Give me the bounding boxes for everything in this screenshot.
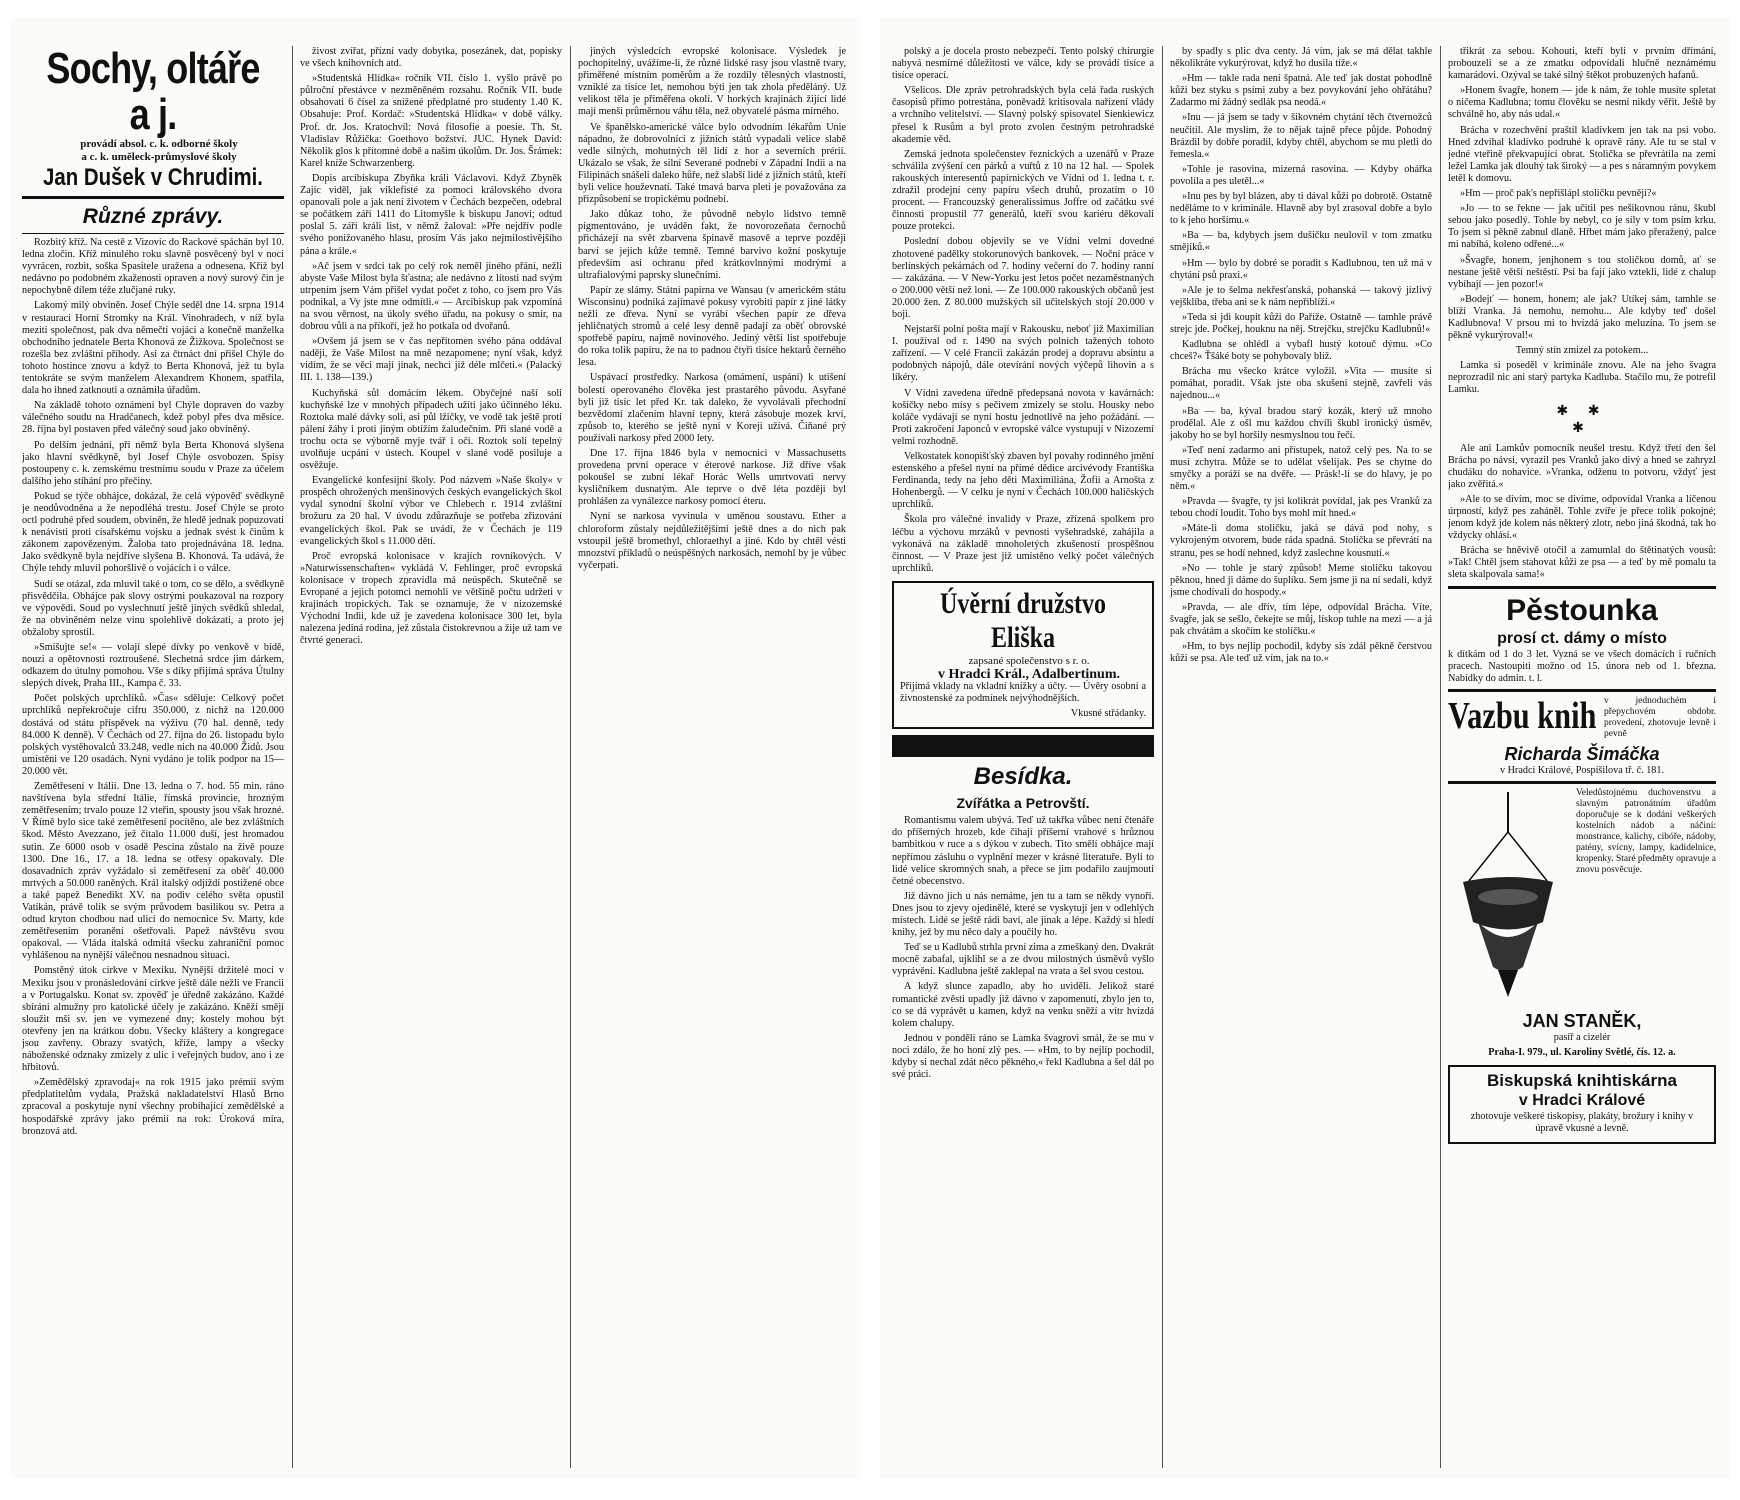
- article-paragraph: Zemská jednota společenstev řeznických a uzenářů v Praze schválila zvýšení cen párků a vuřtů z 10 na 12 hal. — Spolek rakouských interesentů papírnických ve Vídni od 1. ledna t. r. zdražil prodejní ceny papíru všech druhů, prozatím o 10 procent. — Francouzský generalissimus Joffre od začátku své činnosti propustil 77 generálů, kteří svou kariéru děkovali pouze protekci.: [892, 148, 1154, 233]
- section-title-ruzne-zpravy: Různé zprávy.: [82, 205, 224, 228]
- story-paragraph: »Teda si jdi koupit kůži do Paříže. Ostatně — tamhle právě strejc jde. Počkej, houknu na něj. Strejčku, strejčku Kadlubnů!«: [1170, 311, 1432, 335]
- story-paragraph: »Inu — já jsem se tady v šikovném chytání těch čtvernožců neučitil. Ale myslím, že to nějak tajně přece půjde. Pohodný Brázdil by dobře poradil, kdyby chtěl, abychom se mu pletli do řemesla.«: [1170, 112, 1432, 160]
- ad-place-stanek: Praha-I. 979., ul. Karoliny Světlé, čís. 12. a.: [1488, 1047, 1676, 1059]
- story-paragraph: »Inu pes by byl blázen, aby ti dával kůži po dobrotě. Ostatně neděláme to v kriminále. Hlavně aby byl zrasoval dobře a bylo to k jeho horšímu.«: [1170, 191, 1432, 227]
- left-column-2: [300, 46, 562, 1468]
- divider: [1448, 781, 1716, 784]
- article-paragraph: Proč evropská kolonisace v krajích rovníkových. V »Naturwissenschaften« vykládá V. Fehlinger, proč evropská kolonisace v tropech zpravidla má neúspěch. Skutečně se Evropané a jejich potomci nemohli ve většině počtu udržeti v krajinách tropických. Tak se oznamuje, že v nizozemské Východní Indii, kde už je zavedena kolonisace 300 let, byla nalezena jediná rodina, jež zůstala čistokrevnou a žije už tam ve čtvrté generaci.: [300, 550, 562, 647]
- story-paragraph: Teď se u Kadlubů strhla první zima a zmeškaný den. Dvakrát mocně zabafal, ujklihl se a ze dvou milostných úsměvů vyšlo vyprávění. Kadlubna ještě zaklepal na vrata a šel svou cestou.: [892, 942, 1154, 978]
- story-paragraph: »Švagře, honem, jenjhonem s tou stoličkou domů, ať se nestane ještě větší neštěstí. Psi ba fají jako vztekli, lidé z chalup vybíhají — jen pozor!«: [1448, 254, 1716, 290]
- story-paragraph: »Hm — proč pak's nepřišlápl stoličku pevněji?«: [1460, 188, 1657, 200]
- story-paragraph: »Ale je to šelma nekřesťanská, pohanská — takový jízlivý vejšklíba, třeba ani se k nám nepřiblíží.«: [1170, 284, 1432, 308]
- ad-sub-stanek: pasíř a cizelér: [1553, 1031, 1611, 1043]
- story-paragraph: Ale ani Lamkův pomocník neušel trestu. Když třetí den šel Brácha po návsi, vyrazil pes Vranků jako divý a hned se zahryzl chudáku do nohavice. »Vranka, odženu to potvoru, vždyť jest jako zvěřitá.«: [1448, 442, 1716, 490]
- right-column-2: [1170, 46, 1432, 1468]
- story-paragraph: »Honem švagře, honem — jde k nám, že tohle musíte spletat o ničema Kadlubna; tomu člověku se nesmí nikdy věřit. Ještě by schválně ho, aby nás udal.«: [1448, 85, 1716, 121]
- article-paragraph: Počet polských uprchlíků. »Čas« sděluje: Celkový počet uprchlíků nepřekročuje cifru 350.000, z nichž na 120.000 dostává od státu příspěvek na výživu (70 hal. denně, tedy 84.000 K denně). V Čechách od 27. října do 26. listopadu bylo polských vystěhovalců 33.248, vedle nich na 40.000 Židů. Jsou umístěni ve 120 osadách. Nyní vydáno je tolik podpor na 15—20.000 vět.: [22, 693, 284, 777]
- ad-place-simacek: v Hradci Králové, Pospíšilova tř. č. 181.: [1499, 764, 1665, 776]
- story-paragraph: Již dávno jich u nás nemáme, jen tu a tam se někdy vynoří. Dnes jsou to zjevy ojedinělé, které se vyskytují jen v odlehlých místech. Lidé se ještě rádi baví, ale jinak a lépe. Každý si hledí knihy, jež by mu něco daly a poučily ho.: [892, 890, 1154, 939]
- ad-text-pestounka: k dítkám od 1 do 3 let. Vyzná se ve všech domácích i ručních pracech. Nastoupiti možno od 15. února neb od 1. března. Nabídky do admin. t. l.: [1448, 648, 1716, 684]
- ad-name-stanek: JAN STANĚK,: [1522, 1010, 1642, 1031]
- article-paragraph: Dne 17. října 1846 byla v nemocnici v Massachusetts provedena první operace v éterové narkose. Již dříve však pokoušel se zubní lékař Horác Wells umrtvovati nervy kysličníkem dusnatým. Ale teprve o dvě léta později byl prohlášen za vynálezce narkosy pomocí éteru.: [578, 448, 846, 508]
- article-paragraph: polský a je docela prosto nebezpečí. Tento polský chirurgie nabyvá nesmírné důležitosti ve válce, kdy se provádí tisíce a tisíce operací.: [892, 46, 1154, 82]
- divider: [1448, 586, 1716, 589]
- ad-sub-eliska: zapsané společenstvo s r. o.: [968, 654, 1090, 667]
- ad-line-1: provádí absol. c. k. odborné školy: [80, 138, 238, 150]
- article-paragraph: Pomstěný útok církve v Mexiku. Nynější držitelé moci v Mexiku jsou v pronásledování církve ještě dále nežli ve Francii a v Portugalsku. Konat sv. zpověď je úředně zakázáno. Každé sbírání almužny pro katolické účely je zakázáno. Kněží smějí sloužit mši sv. jen ve vymezené dny; kostely mohou být otevřeny jen na krátkou dobu. Všecky kláštery a kongregace jsou zavřeny. Obrazy svatých, kříže, lampy a všecky náboženské odznaky zmizely z ulic i veřejných budov, ano i ze hřbitovů.: [22, 965, 284, 1074]
- ad-title-knihtiskarna: Biskupská knihtiskárna: [1487, 1071, 1677, 1091]
- ad-name-simacek: Richarda Šimáčka: [1504, 743, 1660, 764]
- ad-sign-eliska: Vkusné střádanky.: [1070, 708, 1146, 720]
- story-paragraph: Temný stín zmizel za potokem...: [1515, 345, 1649, 357]
- article-paragraph: Všelicos. Dle zpráv petrohradských byla celá řada ruských časopisů přímo potrestána, poněvadž kritisovala nařízení vlády a vrchního velitelství. — Slavný polský spisovatel Sienkiewicz přesel k Rusům a byl proto zvolen čestným petrohradské akademie věd.: [892, 85, 1154, 145]
- newspaper-page-right: [880, 18, 1730, 1478]
- right-column-1: [892, 46, 1154, 1468]
- church-lamp-illustration: [1448, 792, 1568, 1002]
- story-title: Zvířátka a Petrovští.: [956, 795, 1090, 812]
- ad-name-eliska: Úvěrní družstvo Eliška: [940, 586, 1106, 654]
- story-paragraph: »Pravda, — ale dřív, tím lépe, odpovídal Brácha. Víte, švagře, jak se sešlo, čekejte se můj, lískop tuhle na mezi — a já pak chvátám a skočím ke stolíčku.«: [1170, 601, 1432, 638]
- article-paragraph: Pokud se týče obhájce, dokázal, že celá výpověď svědkyně je neodůvodněna a že nepodléhá trestu. Josef Chýle se proto octl podruhé před soudem, obviněn, že hledě jednak popuzovati k nenávisti proti císařskému vojsku a jednak svést k činům k zákonem zapovězeným. Žaloba tato projednávána 18. ledna. Jako svědkyně byla nejdříve slyšena B. Khonová. Ta udává, že Chýle tehdy mluvil pohoršlivě o vojácích i o válce.: [22, 490, 284, 575]
- left-column-3: [578, 46, 846, 1468]
- story-paragraph: Brácha v rozechvění praštil kladivkem jen tak na psí vobo. Hned zdvihal kladívko podruhé k opravě rány. Ale tu se stal v jedné vteřině překvapující obrat. Stolička se převrátila na zemi ležel Lamka jak dlouhý tak široký — a pes s náramným povykem letěl k domovu.: [1448, 124, 1716, 184]
- article-paragraph: »Ovšem já jsem se v čas nepřítomen svého pána oddával naději, že Vaše Milost na mně nezapomene; nyní však, když vidím, že se věci mají jinak, nechci již déle mlčeti.« (Palacký III. 1. 138—139.): [300, 336, 562, 384]
- story-paragraph: »Teď není zadarmo ani přístupek, natož celý pes. Na to se musí zchytra. Může se to udělat všelijak. Pes se chytne do smyčky a poráží se na dvěře. — Prásk!-li se do hlavy, je po něm.«: [1170, 444, 1432, 493]
- article-paragraph: Poslední dobou objevily se ve Vídni velmi dovedné zhotovené padělky stokorunových bankovek. — Noční práce v berlínských pekárnách od 7. hodiny večerní do 7. hodiny ranní — zakázána. — V New-Yorku jest letos počet nezaměstnaných o 200.000 větší než loni. — Ze 100.000 rakouských občanů jest 20.000 žen. Z 80.000 mužských sil učitelských stojí 20.000 v boji.: [892, 236, 1154, 320]
- story-paragraph: »Tohle je rasovina, mizerná rasovina. — Kdyby ohářka povolila a pes uletěl...«: [1170, 163, 1432, 187]
- ad-box-eliska: [892, 581, 1154, 729]
- story-paragraph: A když slunce zapadlo, aby ho uviděli. Jelikož staré romantické zvěsti upadly již dávno v zapomenutí, zbylo jen to, co se dá vyprávět u kamen, když na venku sněží a vítr hvízdá kolem chalupy.: [892, 981, 1154, 1029]
- ad-sub-knihtiskarna: v Hradci Králové: [1518, 1092, 1646, 1110]
- story-paragraph: Jednou v pondělí ráno se Lamka švagrovi smál, že se mu v noci zdálo, že ho honí zlý pes. — »Hm, to by nejlíp pochodil, kdyby si nechal zdát něco pěkného,« řekl Kadlubna a šel dál po své práci.: [892, 1032, 1154, 1081]
- divider: [1448, 689, 1716, 692]
- newspaper-page-left: [10, 18, 860, 1478]
- story-paragraph: Brácha se hněvivě otočil a zamumlal do štětinatých vousů: »Tak! Chtěl jsem stahovat kůži ze psa — a teď by mě pomalu ta sleta skalpovala sama!«: [1448, 545, 1716, 581]
- story-paragraph: »Máte-li doma stoličku, jaká se dává pod nohy, s vykrojeným otvorem, bude ráda spadná. Stolička se převrátí na stranu, pes se hodí nehned, když zaslechne kousnutí.«: [1170, 523, 1432, 559]
- article-paragraph: Sudí se otázal, zda mluvil také o tom, co se dělo, a svědkyně přisvědčila. Obhájce pak slovy ostrými poukazoval na rozpory ve výpovědi. Soud po vyslechnutí ještě jiných svědků shledal, že na obviněném nelze vinu spolehlivě dokázati, a proto jej obžaloby sprostil.: [22, 578, 284, 638]
- story-paragraph: by spadly s plic dva centy. Já vím, jak se má dělat takhle několikráte vykurýrovat, když ho dusila tíže.«: [1170, 46, 1432, 70]
- column-rule: [1162, 46, 1163, 1468]
- article-paragraph: jiných výsledcích evropské kolonisace. Výsledek je pochopitelný, uvážíme-li, že různé lidské rasy jsou vlastně tvary, přiměřené místním poměrům a že rozdíly tělesných vlastností, vzniklé za tisíce let, nemohou býti jen tak zhola předěláný. Už velikost těla je přiměřena okolí. V horkých krajinách žijící lidé mají menší průměrnou váhu těla, než obyvatelé pásma mírného.: [578, 46, 846, 118]
- article-paragraph: »Smíšujte se!« — volají slepé dívky po venkově v bídě, nouzi a opětovnosti roztroušené. Slechetná srdce jim dárkem, odkazem do útulny pomohou. Vše s díky přijímá správa Útulny slepých dívek, Praha III., Kampa č. 33.: [22, 642, 284, 690]
- column-rule: [292, 46, 293, 1468]
- article-paragraph: Škola pro válečné invalidy v Praze, zřízená spolkem pro léčbu a výchovu mrzáků v pevnosti vyšehradské, zahájila a vykonává na základě mnoholetých zkušeností prospěšnou činnost. — V Praze jest již umístěno velký počet válečných uprchlíků.: [892, 514, 1154, 574]
- ad-side-vazbu: v jednoduchém i přepychovém obdobr. provedení, zhotovuje levně i pevně: [1604, 695, 1716, 739]
- column-rule: [1440, 46, 1441, 1468]
- ad-line-2: a c. k. uměleck-průmyslové školy: [81, 151, 237, 163]
- left-column-1: [22, 46, 284, 1468]
- article-paragraph: Kuchyňská sůl domácím lékem. Obyčejné naší soli kuchyňské lze v mnohých případech užíti jako účinného léku. Roztoka malé dávky soli, asi půl lžičky, ve vodě tak ještě proti pálení žáhy i proti jiným obtížím žaludečním. Při slané vodě a trochu octa se výborně myje tvář i oči. Roztok soli tepelný uvolňuje ucpání v ústech. Koupel v slané vodě posiluje a osvěžuje.: [300, 387, 562, 472]
- story-paragraph: »Hm, to bys nejlíp pochodil, kdyby sis zdál pěkně čerstvou kůži se psa. Ale teď už vím, jak na to.«: [1170, 641, 1432, 665]
- ad-text-eliska: Přijímá vklady na vkladní knížky a účty. — Úvěry osobní a živnostenské za podmínek nejvýhodnějších.: [900, 680, 1146, 705]
- article-paragraph: »Zemědělský zpravodaj« na rok 1915 jako prémií svým předplatitelům vydala, Pražská nakladatelství Hlasů Brno zpracoval a poskytuje nyní všechny probíhající zemědělské a hospodářské zprávy jako prémií na rok: Úroková míra, bronzová atd.: [22, 1077, 284, 1137]
- article-paragraph: Papír ze slámy. Státní papírna ve Wansau (v americkém státu Wisconsinu) podniká zajímavé pokusy vyrobiti papír z jiné látky nežli ze dřeva. Nyní se vyrábí všechen papír ze dřeva jehličnatých stromů a celé lesy denně padají za oběť obrovské spotřebě papíru, najmě novinového. Jediný větší list spotřebuje do roka tolik papíru, že na to padnou čtyři tisíce hektarů černého lesa.: [578, 284, 846, 369]
- story-paragraph: Romantismu valem ubývá. Teď už takřka vůbec není čtenáře do příšerných hrozeb, kde čihají příšerní vrahové s hrůznou bambitkou v ruce a s dýkou v zubech. Tito smělí obhájce mají nepřímou zásluhu o vyplnění mezer v krásné literatuře. Byli to lidé velice skromných snah, a přece se jim podařilo zaujmouti četné obecenstvo.: [892, 815, 1154, 887]
- article-paragraph: Lakomý milý obviněn. Josef Chýle seděl dne 14. srpna 1914 v restauraci Horní Stromky na Král. Vinohradech, v níž byla mezití společnost, pak dva němečtí vojáci a konečně manželka obchodního jednatele Berta Khonová ze Žižkova. Společnost se rozešla bez zvláštní příhody. Asi za čtrnáct dní přišel Chýle do tohoto hostince znovu a když to Berta Khonová, jež tu byla tentokráte se svým manželem Alexandrem Khonem, spatřila, dala ho ihned zatknouti a oznámila úřadům.: [22, 300, 284, 397]
- article-paragraph: živost zvířat, přízní vady dobytka, posezánek, dat, popisky ve všech knihovních atd.: [300, 46, 562, 70]
- column-rule: [570, 46, 571, 1468]
- article-paragraph: Na základě tohoto oznámení byl Chýle dopraven do vazby válečného soudu na Hradčanech, kdež pobyl přes dva měsíce. 28. října byl postaven před válečný soud jako obviněný.: [22, 400, 284, 436]
- story-paragraph: »Hm — takle rada není špatná. Ale teď jak dostat pohodlně kůži bez styku s psími zuby a bez povykování jeho ohřátáhu? Zadarmo mi žádný sedlák psa neodá.«: [1170, 73, 1432, 109]
- ad-title-sochy: Sochy, oltáře a j.: [46, 46, 260, 139]
- story-paragraph: »Ba — ba, kdybych jsem dušičku neulovil v tom zmatku smějíků.«: [1170, 230, 1432, 254]
- feuilleton-title: Besídka.: [973, 763, 1073, 791]
- ad-note-stanek: Veledůstojnému duchovenstvu a slavným patronátním úřadům doporučuje se k dodání veškerých kostelních nádob a náčiní: monstrance, kalichy, cibóře, nádoby, patény, svícny, lampy, kadidelnice, kropenky. Staré předměty opravuje a znovu posvěcuje.: [1576, 787, 1716, 875]
- article-paragraph: V Vídni zavedena úředně předepsaná novota v kavárnách: košíčky nebo mísy s pečivem zmizely se stolu. Housky nebo koláče vydávají se nyní hostu jednotlivě na jeho požádání. — Proti zakročení Japonců v evropské válce vystupují v Nizozemí velmi rozhodně.: [892, 387, 1154, 447]
- section-separator-stars: ✱ ✱ ✱: [1556, 403, 1608, 436]
- story-paragraph: »Hm — bylo by dobré se poradit s Kadlubnou, ten už má v chytání psů praxi.«: [1170, 257, 1432, 281]
- story-paragraph: Brácha mu všecko krátce vyložil. »Vita — musíte si pomáhat, poradit. Však jste oba skušení stejně, zavřeli vás najednou...«: [1170, 366, 1432, 402]
- ad-place-eliska: v Hradci Král., Adalbertinum.: [938, 666, 1120, 682]
- article-paragraph: Jako důkaz toho, že původně nebylo lidstvo temně pigmentováno, je uváděn fakt, že novorozeňata černochů přicházejí na svět zbarvena špinavě masově a teprve později barví se jejich kůže temně. Temné barvivo kožní poskytuje především asi ochranu před krátkovlnnými modrými a ultrafialovými paprsky slunečními.: [578, 209, 846, 281]
- article-paragraph: Uspávací prostředky. Narkosa (omámení, uspání) k utišení bolestí operovaného člověka jest prastarého původu. Asyřané byli již tisíc let před Kr. tak daleko, že vyvolávali přechodní bezvědomí zlačením hlavní tepny, která zásobuje mozek krví, způsob to, kterého se ještě nyní v Koreji užívá. Čiňané prý používali narkosy před 2000 lety.: [578, 372, 846, 444]
- article-paragraph: Nejstarší polní pošta mají v Rakousku, neboť již Maximilian I. používal od r. 1490 na svých polních tažených tohoto zařízení. — V celé Francii zakázán prodej a dopravu absintu a podobných nápojů, dále otevírání nových výčepů lihovin a s líkéry.: [892, 324, 1154, 384]
- article-paragraph: Zemětřesení v Itálii. Dne 13. ledna o 7. hod. 55 min. ráno navštívena byla střední Itálie, římská provincie, hrozným zemětřesením; trvalo pouze 12 vteřin, spousty jsou však hrozné. V Římě bylo sice také zemětřesení pocítěno, ale bez zvláštních škod. Město Avezzano, jež čítalo 11.000 duší, jest hromadou sutin. Ze 6000 osob v osadě Pescina zůstalo na živě pouze 1300. Dne 16., 17. a 18. ledna se otřesy opakovaly. Dle dosavadních zpráv vyžádalo si zemětřesení za oběť 40.000 mrtvých a 50.000 raněných. Král italský odjíždí postižené obce a také papež Benedikt XV. na podiv celého světa opustil Vatikán, právě tolik se svým průvodem basilikou sv. Petra a odtud kryton chodbou nad ulicí do nemocnice Sv. Marty, kde zemětřesením poranění ošetřovali. Papež návštěvu svou opakoval. — Vláda italská odmítá všecku zahraniční pomoc vyhlášenou na nynější válečnou nesnadnou situaci.: [22, 781, 284, 962]
- black-banner: [892, 735, 1154, 757]
- story-paragraph: »Ale to se divím, moc se divíme, odpovídal Vranka a líčenou úrpností, když pes zaháněl. Tohle zvíře je přece tolik pokojné; jenom když jde kolem nás některý zlotr, nebo jiná škodná, tak ho vždycky ohlásí.«: [1448, 493, 1716, 542]
- article-paragraph: Po delším jednání, při němž byla Berta Khonová slyšena jako hlavní svědkyně, byl Josef Chýle osvobozen. Spisy postoupeny c. k. zemskému trestnímu soudu v Praze za účelem dalšího jeho stíhání pro přečiny.: [22, 439, 284, 487]
- story-paragraph: Kadlubna se ohlédl a vybafl hustý kotouč dýmu. »Co chceš?« Ťšáké boty se pohybovaly blíž.: [1170, 339, 1432, 363]
- story-paragraph: »Ba — ba, kýval bradou starý kozák, který už mnoho prodělal. Ale z ošl mu každou chvíli škubl ironický úsměv, jakoby ho se byl horšily nesmyslnou tou řečí.: [1170, 405, 1432, 441]
- article-paragraph: Evangelické konfesijní školy. Pod názvem »Naše školy« v prospěch ohrožených menšinových českých evangelických škol vydal synodní školní výbor ve Chlebech r. 1914 zvláštní brožuru za 20 hal. V úvodu zdůrazňuje se potřeba zřizování evangelických škol. Pak se uvádí, že v Čechách je 119 evangelických škol s 11.000 dětí.: [300, 475, 562, 547]
- story-paragraph: třikrát za sebou. Kohouti, kteří byli v prvním dřímání, probouzeli se a ze zmatku odpovídali hlučně neznámému kamarádovi. Ozýval se také silný štěkot probuzených hafanů.: [1448, 46, 1716, 82]
- ad-box-knihtiskarna: [1448, 1065, 1716, 1144]
- ad-name-dusek: Jan Dušek v Chrudimi.: [43, 164, 263, 191]
- article-paragraph: Nyní se narkosa vyvinula v uměnou soustavu. Ether a chloroform zůstaly nejdůležitějšími ještě dnes a do nich pak vstoupil ještě bromethyl, chloraethyl a jiné. Kdo by chtěl vésti mnozství příkladů o neúspěšných narkosách, nemohl by je vůbec vyčerpati.: [578, 511, 846, 571]
- story-paragraph: »No — tohle je starý způsob! Meme stoličku takovou pěknou, hned ji dáme do šuplíku. Sem jsme ji na ní sedali, když jsme chodívali do hospody.«: [1170, 562, 1432, 598]
- article-paragraph: Rozbitý kříž. Na cestě z Vizovic do Rackové spáchán byl 10. ledna zločin. Kříž minulého roku slavně posvěcený byl v noci vyvrácen, rozbit, soška Spasitele uražena a odnesena. Kříž byl nedávno po podobném zkaženosti opraven a nový surový čin je nepochybně dílem téže zlučjané ruky.: [22, 237, 284, 297]
- article-paragraph: »Ač jsem v srdci tak po celý rok neměl jiného přání, nežli abyste Vaše Milost byla šťastna; ale nedávno z lítosti nad svým utrpením jsem Vám přišel vydat počet z toho, co jsem pro Vás podnikal, a Vy jste mne odmítli.« — Arcibiskup pak vzpomíná na svou věrnost, na úkoly svého úřadu, na pokusy o smír, na dobrou vůli a na příkoří, jež ho potkala od dvořanů.: [300, 260, 562, 333]
- article-paragraph: Dopis arcibiskupa Zbyňka králi Václavovi. Když Zbyněk Zajíc viděl, jak viklefisté za pomoci královského dvora opanovali pole a jak není životem v Čechách bezpečen, odebral se počátkem září 1411 do Litomyšle k biskupu Janovi; odtud poslal 5. září králi list, v němž žaloval: »Pře nejdřív podle svého ponižovaného hlasu, prosím Vás jako nejmilostivějšího pána a krále.«: [300, 172, 562, 257]
- right-column-3: [1448, 46, 1716, 1468]
- story-paragraph: Lamka si poseděl v kriminále znovu. Ale na jeho švagra neprozradil nic ani starý partyka Kadluba. Stačilo mu, že potrefil Lamku.: [1448, 360, 1716, 396]
- ad-sub-pestounka: prosí ct. dámy o místo: [1497, 629, 1667, 647]
- story-paragraph: »Jo — to se řekne — jak učitil pes nešikovnou ránu, škubl sebou jako posedlý. Tohle by nebyl, co je síly v tom psím krku. To jsem si pěkně zabnul dlaně. Hřbet mám jako přeražený, palce mi nabíhá, koleno odřené...«: [1448, 203, 1716, 251]
- divider: [22, 196, 284, 199]
- ad-text-knihtiskarna: zhotovuje veškeré tiskopisy, plakáty, brožury i knihy v úpravě vkusné a levně.: [1470, 1111, 1694, 1135]
- ad-title-pestounka: Pěstounka: [1506, 593, 1658, 627]
- article-paragraph: Velkostatek konopišťský zbaven byl povahy rodinného jmění estenského a přešel nyní na přímé dědice arcivévody Františka Ferdinanda, tedy na jeho děti Maximiliána, Žofii a Arnošta z Hohenbergů. — V celku je nyní v Čechách 100.000 haličských uprchlíků.: [892, 451, 1154, 511]
- story-paragraph: »Pravda — švagře, ty jsi kolikrát povídal, jak pes Vranků za tebou chodí loudit. Toho bys mohl mít hned.«: [1170, 496, 1432, 520]
- ad-vazbu-knih: [1448, 696, 1716, 743]
- article-paragraph: Ve španělsko-americké válce bylo odvodním lékařům Unie nápadno, že dobrovolníci z jižních států vypadali velice slabě vedle silných, mohutných těl lidí z hor a severních prérií. Ukázalo se však, že silní Severané podnebí v Západní Indii a na Filipinách snášeli daleko hůře, než slabší lidé z jižních států, kteří byli velice houževnatí. Také tmavá barva pleti je považována za přizpůsobení se tropickému podnebí.: [578, 121, 846, 206]
- ad-title-vazbu: Vazbu knih: [1448, 694, 1597, 737]
- article-paragraph: »Studentská Hlídka« ročník VII. číslo 1. vyšlo právě po půlroční přestávce v nezměněném rozsahu. Ročník VII. bude obsahovati 6 čísel za snížené předplatné pro studenty 1.40 K. Obsahuje: Prof. Kordač: »Studentská Hlídka« v době války. Prof. dr. Jos. Kratochvíl: Nová filosofie a poesie. Th. St. Vladislav Růžička: Goethovo božství. JUC. Hynek David: Několik glos k přítomné době a našim úkolům. Dr. Jos. Šrámek: Karel kníže Schwarzenberg.: [300, 73, 562, 169]
- story-paragraph: »Bodejť — honem, honem; ale jak? Utíkej sám, tamhle se blíží Vranka. Já nemohu, nemohu... Ale kdyby teď došel Kadlubnova! V prsou mi to hvízdá jako meluzína. To jsem se pěkně vykurýroval!«: [1448, 293, 1716, 342]
- divider: [22, 233, 284, 234]
